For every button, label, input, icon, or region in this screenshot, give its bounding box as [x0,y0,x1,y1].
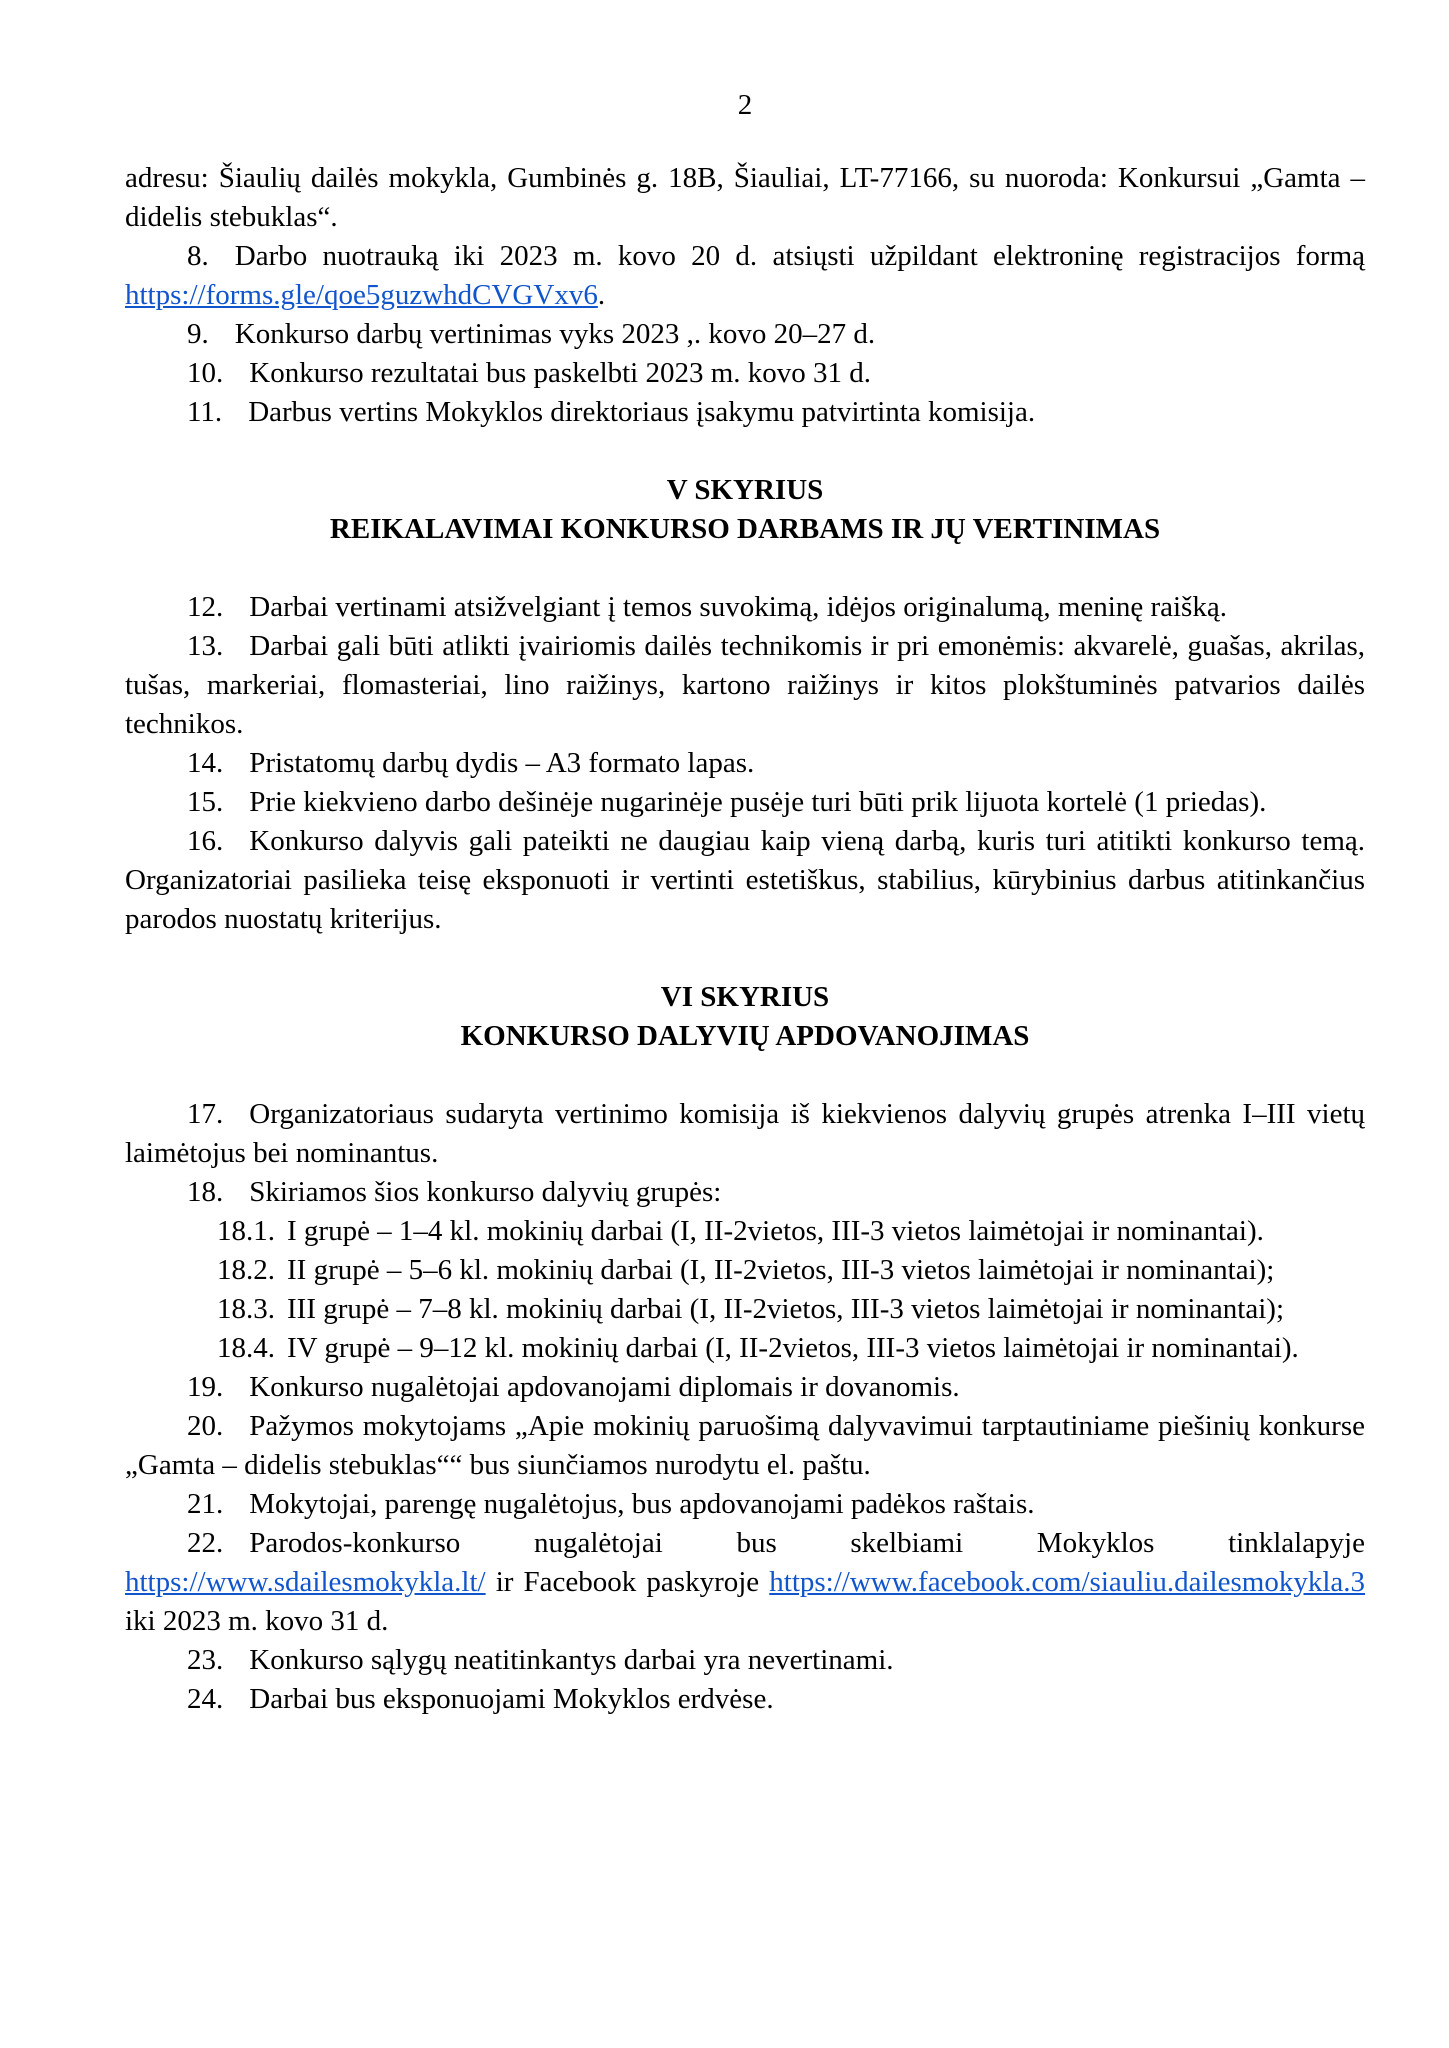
item-number: 16. [187,825,224,857]
paragraph-address: adresu: Šiaulių dailės mokykla, Gumbinės g. 18B, Šiauliai, LT-77166, su nuoroda: Konkursui „Gamta – didelis stebuklas“. [125,162,1365,233]
item-number: 9. [187,318,209,350]
item-number: 18.2. [217,1254,275,1286]
registration-form-link[interactable]: https://forms.gle/qoe5guzwhdCVGVxv6 [125,279,598,311]
list-item-14 [125,744,1365,783]
page-number: 2 [737,89,753,121]
item-number: 10. [187,357,224,389]
item-text: Pristatomų darbų dydis – A3 formato lapas. [249,747,755,779]
item-number: 18. [187,1176,224,1208]
list-item-20 [125,1407,1365,1485]
list-item-18-2 [125,1251,1365,1290]
item-number: 17. [187,1098,224,1130]
list-item-18-3 [125,1290,1365,1329]
chapter-v-kicker: V SKYRIUS [666,474,824,506]
item-text-after-link: iki 2023 m. kovo 31 d. [125,1605,389,1637]
item-number: 18.4. [217,1332,275,1364]
item-number: 8. [187,240,209,272]
list-item-13 [125,627,1365,744]
item-text-between-links: ir Facebook paskyroje [485,1566,770,1598]
item-text: Darbai vertinami atsižvelgiant į temos suvokimą, idėjos originalumą, meninę raišką. [249,591,1227,623]
item-number: 22. [187,1527,224,1559]
list-item-17 [125,1095,1365,1173]
list-item-18-1 [125,1212,1365,1251]
item-number: 12. [187,591,224,623]
item-number: 23. [187,1644,224,1676]
list-item-22 [125,1524,1365,1641]
facebook-page-link[interactable]: https://www.facebook.com/siauliu.dailesmokykla.3 [769,1566,1365,1598]
item-text: III grupė – 7–8 kl. mokinių darbai (I, II-2vietos, III-3 vietos laimėtojai ir nominantai); [287,1293,1285,1325]
item-text: Organizatoriaus sudaryta vertinimo komisija iš kiekvienos dalyvių grupės atrenka I–III vietų laimėtojus bei nominantus. [125,1098,1365,1169]
item-number: 18.1. [217,1215,275,1247]
list-item-19 [125,1368,1365,1407]
chapter-vi-kicker: VI SKYRIUS [660,981,830,1013]
list-item-18-4 [125,1329,1365,1368]
item-text: Pažymos mokytojams „Apie mokinių paruošimą dalyvavimui tarptautiniame piešinių konkurse „Gamta – didelis stebuklas““ bus siunčiamos nurodytu el. paštu. [125,1410,1365,1481]
item-number: 11. [187,396,223,428]
list-item-11 [125,393,1365,432]
item-number: 14. [187,747,224,779]
item-text: IV grupė – 9–12 kl. mokinių darbai (I, II-2vietos, III-3 vietos laimėtojai ir nominantai). [287,1332,1299,1364]
item-number: 21. [187,1488,224,1520]
chapter-v-heading [125,471,1365,549]
item-text: Skiriamos šios konkurso dalyvių grupės: [249,1176,722,1208]
item-text: Konkurso nugalėtojai apdovanojami diplomais ir dovanomis. [249,1371,960,1403]
chapter-v-title: REIKALAVIMAI KONKURSO DARBAMS IR JŲ VERTINIMAS [329,513,1161,545]
chapter-vi-heading [125,978,1365,1056]
item-text: Mokytojai, parengę nugalėtojus, bus apdovanojami padėkos raštais. [249,1488,1035,1520]
item-text: I grupė – 1–4 kl. mokinių darbai (I, II-2vietos, III-3 vietos laimėtojai ir nominantai). [287,1215,1264,1247]
list-item-16 [125,822,1365,939]
item-text: Darbai bus eksponuojami Mokyklos erdvėse. [249,1683,774,1715]
item-text: Konkurso darbų vertinimas vyks 2023 ,. kovo 20–27 d. [234,318,876,350]
list-item-12 [125,588,1365,627]
item-number: 13. [187,630,224,662]
list-item-21 [125,1485,1365,1524]
item-number: 24. [187,1683,224,1715]
list-item-23 [125,1641,1365,1680]
list-item-24 [125,1680,1365,1719]
item-text: Parodos-konkurso nugalėtojai bus skelbiami Mokyklos tinklalapyje [249,1527,1365,1559]
item-text: II grupė – 5–6 kl. mokinių darbai (I, II-2vietos, III-3 vietos laimėtojai ir nominantai); [287,1254,1275,1286]
item-text: Konkurso sąlygų neatitinkantys darbai yra nevertinami. [249,1644,894,1676]
list-item-15 [125,783,1365,822]
item-text: Konkurso rezultatai bus paskelbti 2023 m. kovo 31 d. [249,357,872,389]
item-text: Darbo nuotrauką iki 2023 m. kovo 20 d. atsiųsti užpildant elektroninę registracijos formą [234,240,1365,272]
chapter-vi-title: KONKURSO DALYVIŲ APDOVANOJIMAS [460,1020,1030,1052]
item-text: Darbus vertins Mokyklos direktoriaus įsakymu patvirtinta komisija. [248,396,1036,428]
item-text: Konkurso dalyvis gali pateikti ne daugiau kaip vieną darbą, kuris turi atitikti konkurso temą. Organizatoriai pasilieka teisę eksponuoti ir vertinti estetiškus, stabilius, kūrybinius darbus atitinkančius parodos nuostatų kriterijus. [125,825,1365,935]
item-number: 15. [187,786,224,818]
item-text: Darbai gali būti atlikti įvairiomis dailės technikomis ir pri emonėmis: akvarelė, guašas, akrilas, tušas, markeriai, flomasteriai, lino raižinys, kartono raižinys ir kitos plokštuminės patvarios dailės technikos. [125,630,1365,740]
item-text: Prie kiekvieno darbo dešinėje nugarinėje pusėje turi būti prik lijuota kortelė (1 priedas). [249,786,1267,818]
list-item-8 [125,237,1365,315]
list-item-9 [125,315,1365,354]
item-number: 19. [187,1371,224,1403]
item-text-after-link: . [597,279,606,311]
school-website-link[interactable]: https://www.sdailesmokykla.lt/ [125,1566,486,1598]
item-number: 20. [187,1410,224,1442]
list-item-18 [125,1173,1365,1212]
list-item-10 [125,354,1365,393]
item-number: 18.3. [217,1293,275,1325]
